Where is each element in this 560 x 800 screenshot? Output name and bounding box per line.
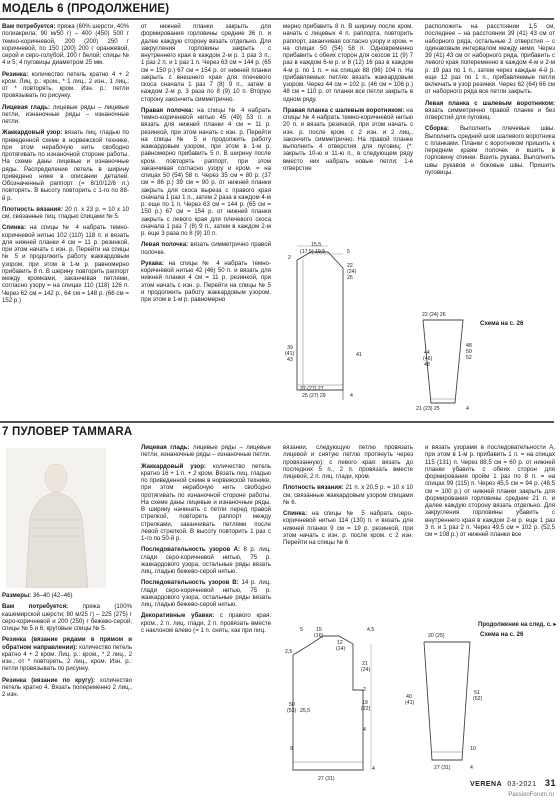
section1-column-3 [283, 23, 413, 241]
paragraph-heading: Декоративные убавки: [141, 612, 215, 620]
paragraph-text: мерно прибавить 8 п. В ширину после кром. начать с лицевых 4 п. раппорта, повторить раппорт, заканчивая согласно узору и кром. = на спицах 50 (54) 58 п. Одновременно прибавить с обеих сторон для скосов 11 (9) 7 раз в каждом 6-м р. и 8 (12) 16 раз в каждом 4-м р. по 1 п. = на спицах 88 (96) 104 п. На прибавляемых петлях вязать жаккардовым узором. Через 44 см = 102 р. (46 см = 106 р.) 48 см = 110 р. от планки все петли закрыть в одном ряду. [283, 23, 413, 103]
footer-watermark: PassionForum.ru [508, 792, 554, 798]
d1-sleeve-48b: 48 [466, 343, 472, 349]
paragraph-heading: Жаккардовый узор: [141, 462, 206, 470]
paragraph-heading: Размеры: [2, 592, 32, 599]
paragraph-text: 36–40 (42–46) [31, 592, 73, 599]
d1-sleeve-50: 50 [466, 349, 472, 355]
section1-column-4 [425, 23, 555, 218]
section-rule-middle [0, 421, 554, 423]
paragraph-heading: Левая полочка: [141, 241, 189, 249]
paragraph-text: количество петель кратно 4. Вязать попеременно 2 лиц., 2 изн. [2, 676, 132, 698]
paragraph-text: вязать симметрично правой планке и без отверстий для пуговиц. [425, 106, 555, 121]
paragraph [141, 546, 271, 575]
paragraph-text: расположить на расстоянии 1,5 см, последнее – на расстоянии 39 (41) 43 см от наборного ряда, остальные 2 отверстия – с одинаковым интервалом между ними. Через 39 (41) 43 см от наборного ряда, прибавить с левого края попеременно в каждом 4-м и 2-м р. 19 раз по 1 п., затем через каждые 4-й р. еще 12 раз по 1 п., прибавляемые петли включать в узор резинки. Через 62 (64) 66 см от наборного ряда все петли закрыть. [425, 23, 555, 96]
paragraph [283, 510, 413, 546]
d1-label-41b: 41 [356, 352, 362, 358]
d1-label-4: 4 [350, 393, 353, 399]
paragraph [2, 592, 132, 599]
paragraph [2, 224, 129, 304]
d2-label-4: 4 [363, 727, 366, 733]
d1-sleeve-44: 44 [424, 350, 430, 356]
paragraph [141, 241, 271, 256]
paragraph-text: 8 р. лиц. глади серо-коричневой нитью, 75 р. жаккардового узора, остальные ряды вязать лиц. гладью бежево-серой нитью. [141, 546, 271, 575]
paragraph-text: и вязать узорами в последовательности А, при этом в 1-м р. прибавить 1 п. = на спицах 115 (131) п. Через 88,5 см = 60 р. от нижней планки убавить с обеих сторон для формирования пройм 1 раз по 8 п. = на спицах 99 (115) п. Через 45,5 см = 94 р. (48,5 см = 100 р.) от нижней планки закрыть для формирования горловины средние 21 п. и далее каждую сторону вязать отдельно. Для закругления горловины убавить с внутреннего края в каждом 2-м р. еще 1 раз 3 п. и 1 раз 2 п. Через 49,5 см = 102 р. (52,5 см = 108 р.) от нижней планки все [425, 444, 555, 538]
paragraph [425, 444, 555, 538]
paragraph [2, 206, 129, 221]
d1-schema-ref: Схема на с. 26 [480, 320, 524, 327]
section1-column-1 [2, 23, 129, 335]
paragraph [283, 107, 413, 172]
pullover-photo [6, 448, 106, 588]
paragraph-heading: Правая планка с шалевым воротником: [283, 106, 405, 114]
paragraph-text: количество петель кратно 16 + 1 п. + 2 кром. Вязать лиц. гладью по приведенной схеме в норвежской технике, при этом нерабочую нить свободно протягивать по изнаночной стороне работы. На схеме даны лицевые и изнаночные ряды. В ширину начинать с петли перед правой стрелкой, повторять раппорт между стрелками, заканчивать петлями после левой стрелкой. В высоту повторить 1 раз с 1-го по 50-й р. [141, 462, 271, 542]
paragraph-heading: Вам потребуется: [2, 603, 69, 611]
section2-column-4 [425, 444, 555, 619]
paragraph [425, 23, 555, 96]
paragraph-text: пряжа (100% кашемирской шерсти; 80 м/25 г) – 225 (275) г серо-коричневой и 200 (250) г бежево-серой; спицы № 5 и 6; круговые спицы № 5. [2, 603, 132, 632]
paragraph-text: пряжа (60% шерсти, 40% полиакрила; 90 м/50 г) – 400 (450) 500 г темно-коричневой, 200 (200) 250 г коричневой, по 150 (200) 200 г оранжевой, серой и серо-голубой, 100 г белой; спицы № 4 и 5; 4 пуговицы диаметром 25 мм. [2, 23, 129, 67]
paragraph-text: на спицы № 4 набрать темно-коричневой нитью 20 п. и вязать резинкой, при этом начать с изн. р. после кром. с 2 изн. и 2 лиц., закончить симметрично. На правой планке выполнить 4 отверстия для пуговиц: (*: закрыть 10-ю и 11-ю п., в следующем ряду вместо них набрать новые петли; 1-е отверстие [283, 106, 413, 172]
d1-sleeve-48: 48 [424, 362, 430, 368]
paragraph-heading: Плотность вязания: [283, 484, 344, 492]
d2-sleeve-20: 20 (25) [428, 633, 445, 639]
paragraph-heading: Жаккардовый узор: [2, 129, 63, 137]
d2-label-4b: 4 [372, 766, 375, 772]
section-title-pullover: 7 ПУЛОВЕР TAMMARA [2, 426, 133, 438]
diagram1-sleeve-outline [415, 315, 465, 415]
d2-label-19: 19 [362, 700, 368, 706]
paragraph [283, 444, 413, 480]
paragraph-heading: Левая планка с шалевым воротником: [425, 99, 555, 107]
footer-issue: 03-2021 [507, 781, 537, 788]
paragraph [283, 484, 413, 506]
d2-sleeve-10: 10 [470, 746, 476, 752]
paragraph [2, 71, 129, 100]
paragraph-heading: Спинка: [2, 224, 26, 232]
footer-magazine [470, 778, 556, 788]
paragraph-heading: Резинка (вязание рядами в прямом и обратном направлении): [2, 636, 132, 651]
d2-label-4-5: 4,5 [367, 627, 375, 633]
d1-sleeve-4: 4 [466, 406, 469, 412]
paragraph [425, 125, 555, 176]
footer-magazine-name: VERENA [470, 781, 502, 788]
paragraph-text: на спицы № 4 набрать темно-коричневой нитью 102 (110) 118 п. и вязать для нижней планки 4 см = 11 р. резинкой, при этом начать с изн. р. Перейти на спицы № 5 и продолжить работу жаккардовым узором, при этом в 1-м р. равномерно прибавить 8 п. В шерину повторить раппорт между кромками, заканчивая петлями, согласно узору = на спицах 110 (118) 126 п. Через 62 см = 142 р., 64 см = 148 р. (66 см = 152 р.) [2, 224, 129, 304]
paragraph-text: вязать лиц. гладью по приведенной схеме в норвежской технике, при этом нерабочую нить свободно протягивать по изнаночной стороне работы. На схеме даны лицевые и изнаночные ряды. Распределение петель в ширину приведено ниже в описании деталей. Обозначенный раппорт (= 8/10/12/6 п.) повторять. В высоту повторить с 1-го по 88-й р. [2, 129, 129, 202]
paragraph-text: количество петель кратно 4 + 2 кром. Лиц. р.: кром., * 2 лиц., 2 изн.; от * повторять, 2 лиц., кром. Изн. р.: петли провязывать по рисунку. [2, 643, 132, 673]
d1-label-41: (41) [285, 351, 295, 357]
paragraph [283, 23, 413, 103]
paragraph-text: Выполнить плечевые швы. Выполнить средний шов шалевого воротника с планками. Планки с воротником пришить к передним краям полочек и вшить в горловину спинки. Вшить рукава. Выполнить швы рукавов и боковые швы. Пришить пуговицы. [425, 125, 555, 176]
d2-label-22: (22) [361, 706, 371, 712]
paragraph-heading: Резинка: [2, 70, 29, 78]
section2-column-2 [141, 444, 271, 789]
paragraph-text: на спицы № 5 набрать серо-коричневой нитью 114 (130) п. и вязать для нижней планки 9 см = 19 р. резинкой, при этом начать с изн. р. после кром. с 2 изн. Перейти на спицы № 6 [283, 510, 413, 546]
d1-label-15-5: 15,5 [311, 242, 322, 248]
paragraph [2, 603, 132, 632]
paragraph-text: от нижней планки закрыть для формирования горловины средние 36 п. и далее каждую сторону вязать отдельно. Для закругления горловины закрыть с внутреннего края в каждом 2-м р. 1 раз 3 п., 1 раз 2 п. и 1 раз 1 п. Через 63 см = 144 р. (65 см = 150 р.) 67 см = 154 р. от нижней планки закрыть с внешнего края для плечевого скоса сначала 1 раз 7 (8) 9 п., затем в каждом 2-м р. 3 раза по 8 (9) 10 п. Вторую сторону закончить симметрично. [141, 23, 271, 103]
d1-label-17-5: (17,5) 19,5 [300, 249, 326, 255]
paragraph-text: лицевые ряды – лицевые петли, изнаночные ряды – изнаночные петли. [141, 444, 271, 459]
paragraph-heading: Последовательность узоров В: [141, 579, 239, 587]
paragraph-text: с правого края: кром., 2 п. лиц. глади, 2 п. провязать вместе с наклоном влево (= 1 п. снять, как при лиц. [141, 612, 271, 634]
section-rule-top [0, 18, 554, 20]
d2-label-9: 9 [290, 746, 293, 752]
paragraph-text: на спицы № 4 набрать темно-коричневой нитью 45 (49) 53 п. и вязать для нижней планки 4 см = 11 р. резинкой, при этом начать с изн. р. Перейти на спицы № 5 и продолжить работу жаккардовым узором, при этом в 1-м р. равномерно прибавить 5 п. В ширину после кром. повторять раппорт, при этом заканчивая согласно узору и кром. = на спицах 50 (54) 58 п. Через 35 см = 80 р. (37 см = 86 р.) 39 см = 90 р. от нижней планки закрыть для скоса выреза с правого края сначала 1 раз 1 п., затем 2 раза в каждом 4-м р. еще по 1 п. Через 63 см = 144 р. (65 см = 150 р.) 67 см = 154 р. от нижней планки закрыть с левого края для плечевого скоса сначала 1 раз 7 (8) 9 п., затем в каждом 2-м р. еще 3 раза по 8 (9) 10 п. [141, 106, 271, 237]
paragraph-heading: Сборка: [425, 125, 449, 133]
d2-label-27-31: 27 (31) [318, 776, 335, 782]
paragraph-text: 21 п. x 20,5 р. = 10 x 10 см, связанные жаккардовым узором спицами № 6. [283, 484, 413, 506]
paragraph [141, 612, 271, 634]
d1-label-26: 26 [347, 275, 353, 281]
paragraph [141, 260, 271, 304]
section2-column-1 [2, 592, 132, 780]
d2-label-12: 12 [337, 640, 343, 646]
paragraph-text: 20 п. x 23 р. = 10 x 10 см, связанные лиц. гладью спицами № 5. [2, 205, 129, 220]
paragraph-heading: Последовательность узоров А: [141, 546, 241, 554]
d2-sleeve-4: 4 [470, 765, 473, 771]
continue-note: Продолжение на след. с. ▸ [478, 622, 557, 628]
paragraph [141, 107, 271, 238]
paragraph-text: на спицы № 4 набрать темно-коричневой нитью 42 (46) 50 п. и вязать для нижней планки 4 см = 11 р. резинкой, при этом начать с изн. р. Перейти на спицы № 5 и продолжить работу жаккардовым узором, при этом в 1-м р. равномерно [141, 259, 271, 303]
d2-label-53: (53) [287, 708, 297, 714]
d1-label-24: (24) [347, 269, 357, 275]
paragraph-text: лицевые ряды – лицевые петли, изнаночные ряды – изнаночные петли. [2, 103, 129, 125]
d2-label-21: 21 [362, 661, 368, 667]
paragraph-text: количество петель кратно 4 + 2 кром. Лиц. р.: кром., * 1 лиц., 2 изн., 1 лиц.; от * повторять, кром. Изн. р.: петли провязывать по рисунку. [2, 70, 129, 100]
section-title-model6: МОДЕЛЬ 6 (ПРОДОЛЖЕНИЕ) [2, 3, 170, 15]
paragraph [2, 23, 129, 67]
paragraph-text: 14 р. лиц. глади серо-коричневой нитью, 75 р. жаккардового узора, остальные ряды вязать лиц. гладью бежево-серой нитью. [141, 579, 271, 608]
paragraph [141, 579, 271, 608]
d2-label-2-5: 2,5 [285, 649, 293, 655]
paragraph-text: вязать симметрично правой полочке. [141, 241, 271, 256]
d1-sleeve-46: (46) [423, 356, 433, 362]
paragraph [141, 23, 271, 103]
diagram2-body-outline [283, 630, 418, 780]
d2-label-5: 5 [300, 627, 303, 633]
paragraph [425, 100, 555, 122]
d2-label-24: (24) [361, 667, 371, 673]
d2-label-14: (14) [336, 646, 346, 652]
section1-column-2 [141, 23, 271, 328]
d1-label-2: 2 [288, 255, 291, 261]
d2-schema-ref: Схема на с. 26 [480, 631, 524, 638]
d2-label-25-5: 25,5 [300, 708, 311, 714]
paragraph [141, 444, 271, 459]
paragraph [2, 104, 129, 126]
d1-label-39: 39 [287, 345, 293, 351]
footer-page-number: 31 [545, 778, 557, 788]
paragraph [141, 463, 271, 543]
d2-label-2: 2 [363, 687, 366, 693]
d2-sleeve-51: 51 [474, 690, 480, 696]
d2-sleeve-41: (41) [405, 700, 415, 706]
paragraph-heading: Плотность вязания: [2, 205, 63, 213]
paragraph [2, 129, 129, 202]
paragraph [2, 636, 132, 672]
d2-label-50: 50 [289, 702, 295, 708]
section2-column-3 [283, 444, 413, 616]
d2-label-16: (16) [314, 633, 324, 639]
paragraph-heading: Резинка (вязание по кругу): [2, 676, 96, 684]
d1-sleeve-22: 22 (24) 26 [422, 312, 446, 318]
d2-sleeve-40: 40 [406, 694, 412, 700]
paragraph [2, 677, 132, 699]
d1-label-5: 5 [347, 249, 350, 255]
d2-label-15: 15 [316, 627, 322, 633]
diagram2-sleeve-outline [418, 640, 478, 775]
paragraph-heading: Рукава: [141, 259, 164, 267]
d2-sleeve-52: (52) [473, 696, 483, 702]
d2-sleeve-27-31: 27 (31) [434, 765, 451, 771]
paragraph-heading: Лицевая гладь: [2, 103, 50, 111]
d1-label-25: 25 (27) 29 [302, 393, 326, 399]
d1-sleeve-52: 52 [466, 355, 472, 361]
paragraph-text: вязании, следующую петлю провязать лицевой и снятую петлю протянуть через провязанную); с левого края: вязать до последних 5 п., 2 п. провязать вместе лицевой, 2 п. лиц. глади, кром. [283, 444, 413, 480]
d1-label-27: 27 (27) 27 [300, 386, 324, 392]
d1-sleeve-21: 21 (23) 25 [416, 406, 440, 412]
paragraph-heading: Вам потребуется: [2, 23, 56, 30]
paragraph-heading: Лицевая гладь: [141, 444, 190, 451]
paragraph-heading: Правая полочка: [141, 106, 194, 114]
d1-label-22: 22 [347, 263, 353, 269]
d1-label-43: 43 [287, 357, 293, 363]
paragraph-heading: Спинка: [283, 510, 307, 517]
